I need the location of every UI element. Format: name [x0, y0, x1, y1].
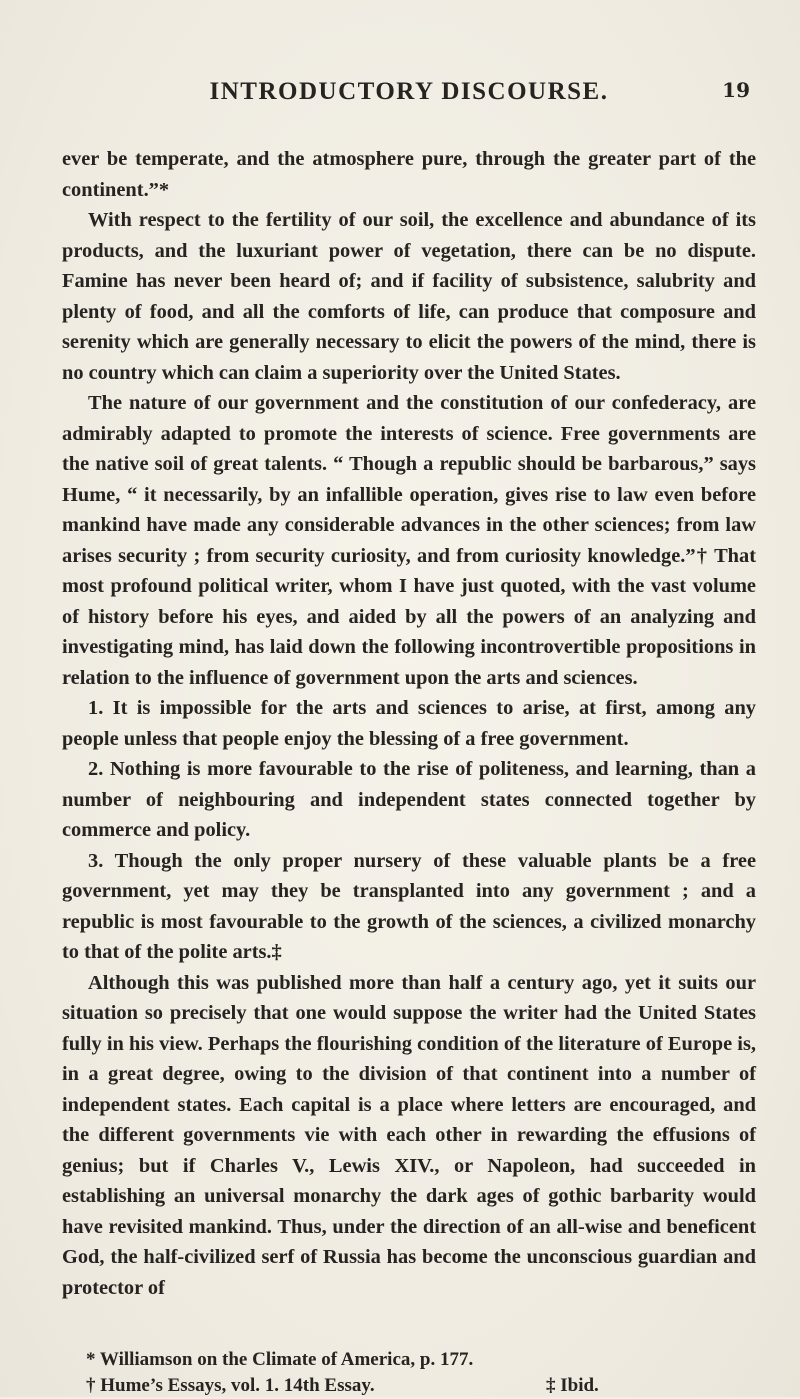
paragraph-government: The nature of our government and the constitution of our confederacy, are admirably adapted to promote the interests of science. Free governments are the native soil of great talents. “ Though a republic should be barbarous,” says Hume, “ it necessarily, by an infallible operation, gives rise to law even before mankind have made any considerable advances in the other sciences; from law arises security ; from security curiosity, and from curiosity knowledge.”† That most profound political writer, whom I have just quoted, with the vast volume of history before his eyes, and aided by all the powers of an analyzing and investigating mind, has laid down the following incontrovertible propositions in relation to the influence of government upon the arts and sciences. [62, 392, 756, 689]
proposition-1: 1. It is impossible for the arts and sciences to arise, at first, among any people unless that people enjoy the blessing of a free government. [62, 697, 756, 750]
footnote-double-dagger: ‡ Ibid. [546, 1375, 599, 1396]
footnote-dagger: † Hume’s Essays, vol. 1. 14th Essay. [86, 1375, 375, 1396]
footnote-row [86, 1373, 756, 1399]
footnotes [62, 1347, 756, 1399]
running-title: INTRODUCTORY DISCOURSE. [209, 78, 609, 105]
proposition-3: 3. Though the only proper nursery of these valuable plants be a free government, yet may they be transplanted into any government ; and a republic is most favourable to the growth of the sciences, a civilized monarchy to that of the polite arts.‡ [62, 849, 756, 963]
paragraph-continuation: ever be temperate, and the atmosphere pure, through the greater part of the continent.”* [62, 148, 756, 201]
running-head [62, 78, 756, 118]
proposition-2: 2. Nothing is more favourable to the rise of politeness, and learning, than a number of neighbouring and independent states connected together by commerce and policy. [62, 758, 756, 841]
body-text [62, 144, 756, 1303]
paragraph-fertility: With respect to the fertility of our soil, the excellence and abundance of its products, and the luxuriant power of vegetation, there can be no dispute. Famine has never been heard of; and if facility of subsistence, salubrity and plenty of food, and all the comforts of life, can produce that composure and serenity which are generally necessary to elicit the powers of the mind, there is no country which can claim a superiority over the United States. [62, 209, 756, 384]
footnote-star: * Williamson on the Climate of America, p. 177. [86, 1349, 474, 1370]
page-number: 19 [722, 78, 750, 102]
paragraph-europe: Although this was published more than half a century ago, yet it suits our situation so precisely that one would suppose the writer had the United States fully in his view. Perhaps the flourishing condition of the literature of Europe is, in a great degree, owing to the division of that continent into a number of independent states. Each capital is a place where letters are encouraged, and the different governments vie with each other in rewarding the effusions of genius; but if Charles V., Lewis XIV., or Napoleon, had succeeded in establishing an universal monarchy the dark ages of gothic barbarity would have revisited mankind. Thus, under the direction of an all-wise and beneficent God, the half-civilized serf of Russia has become the unconscious guardian and protector of [62, 971, 756, 1299]
